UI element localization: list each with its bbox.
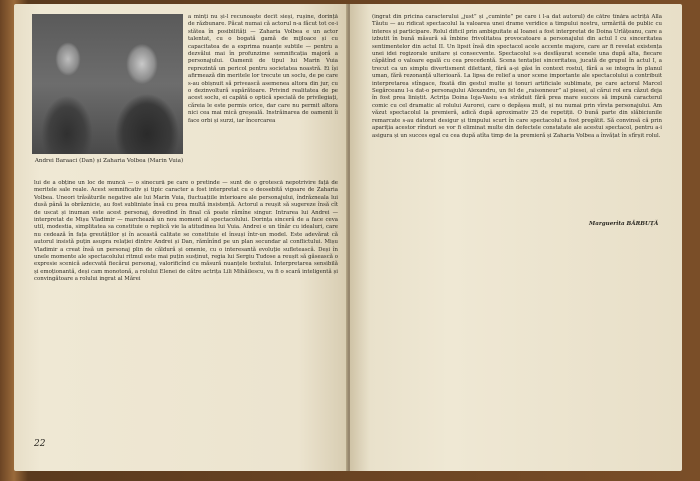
left-page-column-text: a minți nu și-l recunoaște decît sieși, rușine, dorință de răzbunare. Păcat numai că actorul n-a făcut tot ce-i stătea în posibilități — Zaharia Volbea e un actor talentat, cu o bogată gamă de mijloace și cu capacitatea de a exprima nuanțe subtile — pentru a dezvălui mai în profunzime semnificația majoră a personajului. Oamenii de tipul lui Marin Vuia reprezintă un pericol pentru societatea noastră. Ei își afirmează din meritele lor trecute un soclu, de pe care s-au obișnuit să privească asemenea altora din jur, cu o dezinvoltură supărătoare. Privind realitatea de pe acest soclu, ei capătă o optică specială de privilegiați, căreia le este permis orice, dar care nu permit altora nici cea mai mică greșeală. Instrăinarea de oamenii îi face orbi și surzi, iar încercarea <box>188 14 338 124</box>
author-signature: Marguerita BĂRBUȚĂ <box>589 221 659 227</box>
left-page-body <box>34 180 338 438</box>
left-page-body-text: lui de a obține un loc de muncă — o sinecură pe care o pretinde — sunt de o grotescă nepotrivire față de meritele sale reale. Acest semnificativ și tipic caracter a fost interpretat cu o deosebită vigoare de Zaharia Volbea. Uneori trăsăturile negative ale lui Marin Vuia, fluctuațiile interioare ale personajului, îndrăzneala lui dusă până la obrăznicie, au fost subliniate însă cu prea multă insistență. Actorul a reușit să sugereze însă cît de uscat și inuman este acest personaj, dovedind în final că poate rămîne singur. Intrarea lui Andrei — interpretat de Mișu Vladimir — marchează un nou moment al spectacolului. Dorința sinceră de a face ceva util, modestia, simplitatea sa constituie o replică vie la atitudinea lui Vuia. Andrei e un tînăr cu idealuri, care nu cedează în fața greutăților și în această calitate se constituie el însuși într-un model. Este adevărat că autorul insistă puțin asupra relației dintre Andrei și Dan, rămînînd pe un plan secundar al conflictului. Mișu Vladimir a creat însă un personaj plin de căldură și omenie, cu o interesantă evoluție sufletească. Deși în unele momente ale spectacolului ritmul este mai puțin susținut, regia lui Sergiu Tudose a reușit să găsească o expresie scenică adecvată fiecărui personaj, valorificînd cu măsură nuanțele textului. Interpretarea sensibilă și emoționantă, deși cam monotonă, a rolului Elenei de către actrița Lili Mihăilescu, va fi o scară inteligentă și convingătoare a rolului ingrat al Mărei <box>34 180 338 283</box>
actors-photo <box>32 14 183 154</box>
right-page-body-text: (ingrat din pricina caracterului „just” și „cuminte” pe care i l-a dat autorul) de către tînăra actriță Alla Tăutu — au ridicat spectacolul la valoarea unei drame veridice a timpului nostru, urmărită de public cu interes și participare. Rolul dificil prin ambiguitate al Ioanei a fost interpretat de Doina Urlățeanu, care a izbutit în bună măsură să îmbine frivolitatea provocatoare a personajului din actul I cu sinceritatea sentimentelor din actul II. Un lipsit însă din spectacol acele accente majore, care ar fi revelat existența unei idei regizorale unitare și consecvente. Spectacolul s-a desfășurat scenele una după alta, fiecare căpătînd o valoare egală cu cea precedentă. Scena tentației sinceritatea, jucată de grupul în actul I, a trecut ca un simplu divertisment dilettant, fără a-și găsi în context rostul, fără a se integra în planul uman, fără rezonanță ulterioară. La lipsa de relief a unor scene importante ale spectacolului a contribuit interpretarea stîngace, fixată din gestul multe și tonuri artificiale sublimate, pe care actorul Marcel Segărceanu l-a dat-o personajului Alexandru, un fel de „raisonneur” al piesei, al cărui rol era căzut deja în fost prea liniștit. Actrița Doina Ioja-Vasiu s-a străduit fără prea mare succes să impună caracterul comic cu cel dramatic al rolului Aurorei, care o depășea mult, și nu numai prin vîrsta personajului. Am văzut spectacolul la premieră, adică după aproximativ 25 de repetiții. O bună parte din slăbiciunile remarcate s-au datorat desigur și timpului scurt în care spectacolul a fost pregătit. Să convinsă că prin apariția acestor rînduri se vor fi eliminat multe din defectele constatate ale acestui spectacol, pentru a-i asigura și un succes egal cu cea după atîta timp de la premieră și Zaharia Volbea a învățat în sfîrșit rolul. <box>372 14 662 139</box>
right-page-body <box>372 14 662 220</box>
page-number: 22 <box>34 439 46 449</box>
photo-caption: Andrei Baraaci (Dan) și Zaharia Volbea (Marin Vuia) <box>34 158 184 164</box>
